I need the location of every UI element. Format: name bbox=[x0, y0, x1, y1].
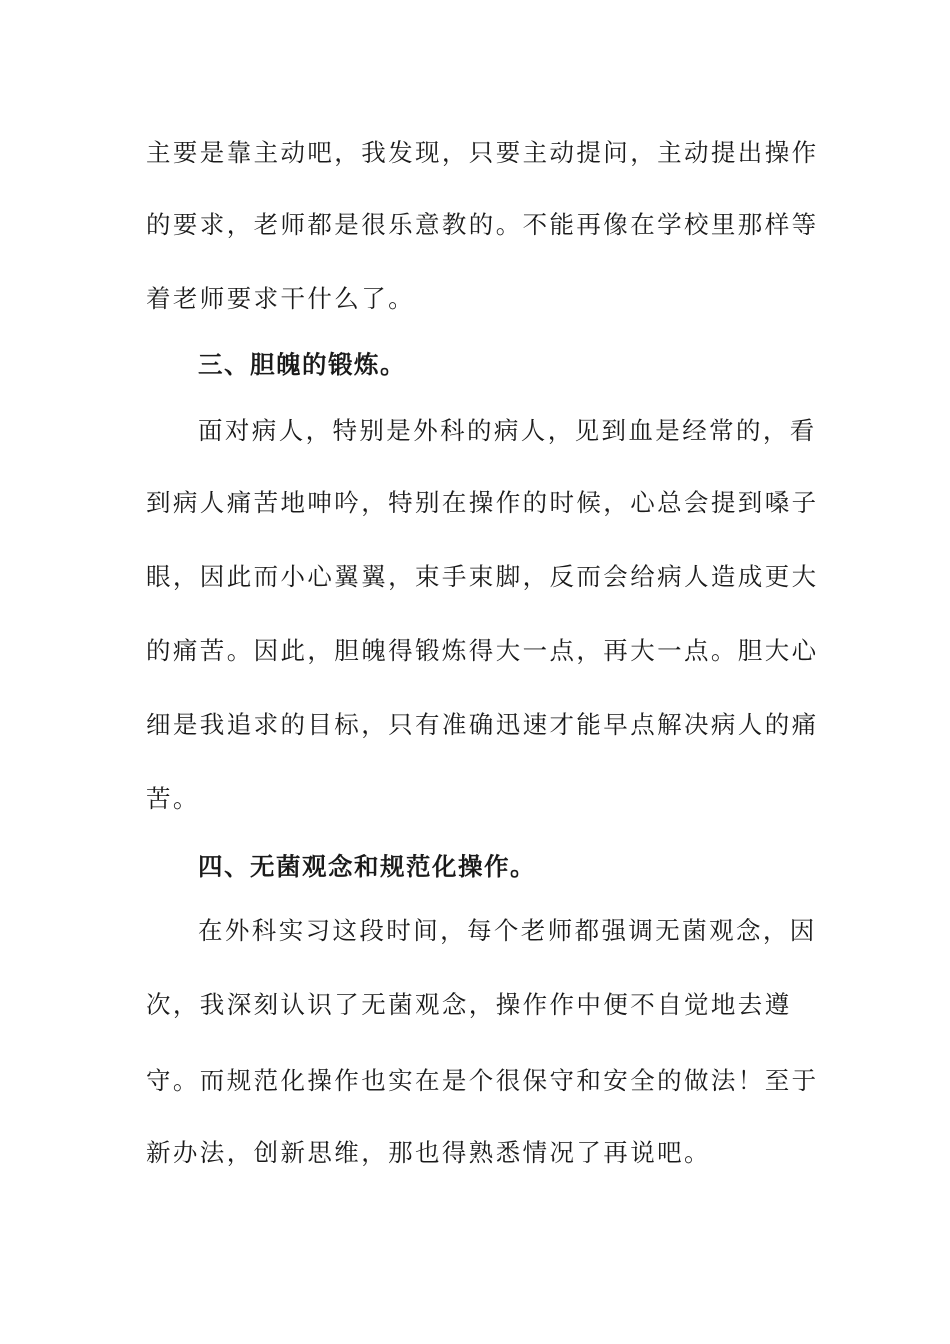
section-4-line-4: 新办法，创新思维，那也得熟悉情况了再说吧。 bbox=[146, 1138, 711, 1167]
section-3-line-4: 的痛苦。因此，胆魄得锻炼得大一点，再大一点。胆大心 bbox=[146, 636, 819, 665]
section-3-line-6: 苦。 bbox=[146, 784, 200, 813]
paragraph-1-line-2: 的要求，老师都是很乐意教的。不能再像在学校里那样等 bbox=[146, 210, 819, 239]
paragraph-1-line-3: 着老师要求干什么了。 bbox=[146, 284, 415, 313]
section-4-line-2: 次，我深刻认识了无菌观念，操作作中便不自觉地去遵 bbox=[146, 990, 792, 1019]
section-3-heading: 三、胆魄的锻炼。 bbox=[198, 350, 406, 379]
section-4-line-3: 守。而规范化操作也实在是个很保守和安全的做法！至于 bbox=[146, 1066, 819, 1095]
section-3-line-5: 细是我追求的目标，只有准确迅速才能早点解决病人的痛 bbox=[146, 710, 819, 739]
section-3-line-3: 眼，因此而小心翼翼，束手束脚，反而会给病人造成更大 bbox=[146, 562, 819, 591]
section-4-line-1: 在外科实习这段时间，每个老师都强调无菌观念，因 bbox=[198, 916, 817, 945]
section-3-line-2: 到病人痛苦地呻吟，特别在操作的时候，心总会提到嗓子 bbox=[146, 488, 819, 517]
section-3-line-1: 面对病人，特别是外科的病人，见到血是经常的，看 bbox=[198, 416, 817, 445]
paragraph-1-line-1: 主要是靠主动吧，我发现，只要主动提问，主动提出操作 bbox=[146, 138, 819, 167]
section-4-heading: 四、无菌观念和规范化操作。 bbox=[198, 852, 536, 881]
